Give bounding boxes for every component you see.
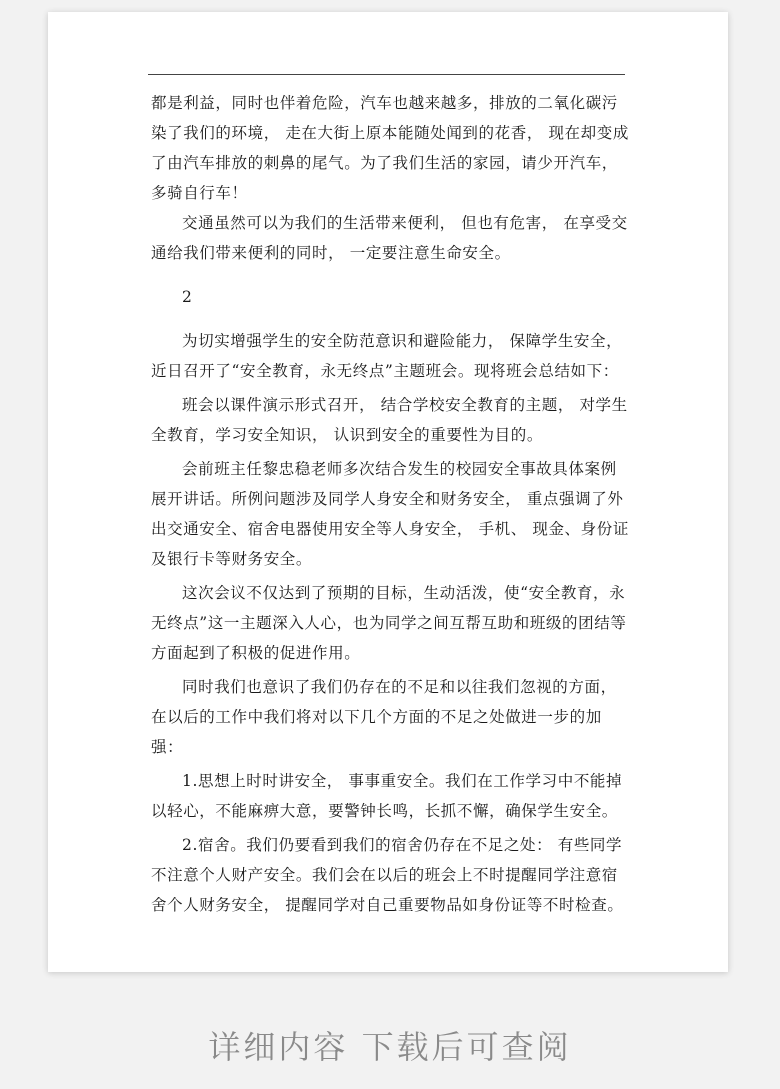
section-number: 2 bbox=[182, 288, 193, 306]
paragraph: 都是利益，同时也伴着危险，汽车也越来越多，排放的二氧化碳污染了我们的环境， 走在大街上原本能随处闻到的花香， 现在却变成了由汽车排放的刺鼻的尾气。为了我们生活的家园，请少开汽车，多骑自行车！ bbox=[151, 94, 629, 202]
list-item: 2.宿舍。我们仍要看到我们的宿舍仍存在不足之处： 有些同学不注意个人财产安全。我们会在以后的班会上不时提醒同学注意宿舍个人财务安全， 提醒同学对自己重要物品如身份证等不时检查。 bbox=[151, 836, 624, 914]
paragraph: 同时我们也意识了我们仍存在的不足和以往我们忽视的方面，在以后的工作中我们将对以下几个方面的不足之处做进一步的加强： bbox=[151, 678, 617, 756]
paragraph: 交通虽然可以为我们的生活带来便利， 但也有危害， 在享受交通给我们带来便利的同时， 一定要注意生命安全。 bbox=[151, 214, 628, 262]
list-item: 1.思想上时时讲安全， 事事重安全。我们在工作学习中不能掉以轻心，不能麻痹大意，要警钟长鸣，长抓不懈，确保学生安全。 bbox=[151, 772, 623, 820]
header-rule bbox=[148, 74, 625, 75]
paragraph: 会前班主任黎忠稳老师多次结合发生的校园安全事故具体案例展开讲话。所例问题涉及同学人身安全和财务安全， 重点强调了外出交通安全、宿舍电器使用安全等人身安全， 手机、 现金、身份证及银行卡等财务安全。 bbox=[151, 460, 629, 568]
document-page bbox=[48, 12, 728, 972]
paragraph: 这次会议不仅达到了预期的目标，生动活泼，使“安全教育，永无终点”这一主题深入人心，也为同学之间互帮互助和班级的团结等方面起到了积极的促进作用。 bbox=[151, 584, 627, 662]
download-notice: 详细内容 下载后可查阅 bbox=[208, 1028, 572, 1066]
paragraph: 为切实增强学生的安全防范意识和避险能力， 保障学生安全， 近日召开了“安全教育，永无终点”主题班会。现将班会总结如下： bbox=[151, 332, 623, 380]
document-body bbox=[151, 88, 631, 920]
paragraph: 班会以课件演示形式召开， 结合学校安全教育的主题， 对学生全教育，学习安全知识， 认识到安全的重要性为目的。 bbox=[151, 396, 628, 444]
